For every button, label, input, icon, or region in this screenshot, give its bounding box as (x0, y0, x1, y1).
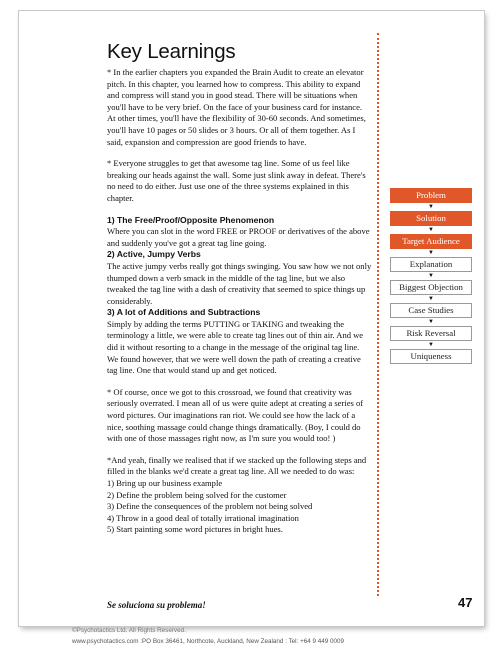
sidebar-box-case-studies: Case Studies (390, 303, 472, 318)
sidebar-box-explanation: Explanation (390, 257, 472, 272)
step-item: 5) Start painting some word pictures in bright hues. (107, 524, 283, 535)
arrow-down-icon: ▼ (428, 204, 434, 210)
paragraph-additions-subtractions: Simply by adding the terms PUTTING or TAKING and tweaking the terminology a little, we were able to create tag lines out of thin air. And we did it without resorting to a change in the message of the original tag line. We found however, that we were well down the path of creating a creative tag line. One that would stand up and get noticed. (107, 318, 364, 376)
sidebar-box-problem: Problem (390, 188, 472, 203)
copyright-notice: ©Psychotactics Ltd. All Rights Reserved. (72, 627, 186, 634)
brain-audit-sidebar (390, 188, 472, 364)
heading-additions-subtractions: 3) A lot of Additions and Subtractions (107, 307, 261, 318)
footer-tagline: Se soluciona su problema! (107, 600, 206, 610)
contact-line: www.psychotactics.com :PO Box 36461, Northcote, Auckland, New Zealand : Tel: +64 9 449 0009 (72, 638, 345, 645)
arrow-down-icon: ▼ (428, 227, 434, 233)
main-column (107, 40, 372, 536)
arrow-down-icon: ▼ (428, 296, 434, 302)
sidebar-box-solution: Solution (390, 211, 472, 226)
sidebar-box-uniqueness: Uniqueness (390, 349, 472, 364)
paragraph-tag-line-struggle: * Everyone struggles to get that awesome tag line. Some of us feel like breaking our heads against the wall. Some just slink away in defeat. There's no need to do either. Just use one of the three systems explained in this chapter. (107, 158, 366, 203)
paragraph-active-verbs: The active jumpy verbs really got things swinging. You saw how we not only thumped down a verb smack in the middle of the tag line, but we also tweaked the tag line with a dash of creativity that seemed to spice things up considerably. (107, 260, 372, 306)
paragraph-expand-compress: * In the earlier chapters you expanded the Brain Audit to create an elevator pitch. In this chapter, you learned how to compress. This ability to expand and compress will stand you in good stead. There will be situations when you'll have to be very brief. On the face of your business card for instance. At other times, you'll have the flexibility of 30-60 seconds. And sometimes, you'll have 10 pages or 50 slides or 3 hours. Or all of them together. As I said, expansion and compression are good friends to have. (107, 67, 366, 147)
heading-free-proof: 1) The Free/Proof/Opposite Phenomenon (107, 214, 275, 225)
page-number: 47 (458, 595, 473, 610)
heading-active-verbs: 2) Active, Jumpy Verbs (107, 249, 201, 260)
page-title: Key Learnings (107, 40, 236, 63)
step-item: 1) Bring up our business example (107, 478, 223, 488)
arrow-down-icon: ▼ (428, 319, 434, 325)
step-item: 3) Define the consequences of the problem not being solved (107, 501, 313, 512)
sidebar-box-risk-reversal: Risk Reversal (390, 326, 472, 341)
paragraph-free-proof: Where you can slot in the word FREE or PROOF or derivatives of the above and suddenly you've got a great tag line going. (107, 226, 370, 248)
sidebar-box-biggest-objection: Biggest Objection (390, 280, 472, 295)
arrow-down-icon: ▼ (428, 342, 434, 348)
sidebar-box-target-audience: Target Audience (390, 234, 472, 249)
arrow-down-icon: ▼ (428, 273, 434, 279)
dotted-divider (377, 33, 379, 596)
paragraph-steps-intro: *And yeah, finally we realised that if we stacked up the following steps and filled in the blanks we'd create a great tag line. All we needed to do was: (107, 454, 367, 477)
step-item: 4) Throw in a good deal of totally irrational imagination (107, 512, 299, 523)
step-item: 2) Define the problem being solved for the customer (107, 489, 287, 500)
arrow-down-icon: ▼ (428, 250, 434, 256)
paragraph-creativity: * Of course, once we got to this crossroad, we found that creativity was seriously overrated. I mean all of us were quite adept at creating a series of word pictures. Our imaginations ran riot. We could see how the lack of a nice, soothing massage could change things dramatically. (Boy, I could do with one of those massages right now, as I'm sure you would too! ) (107, 386, 364, 444)
